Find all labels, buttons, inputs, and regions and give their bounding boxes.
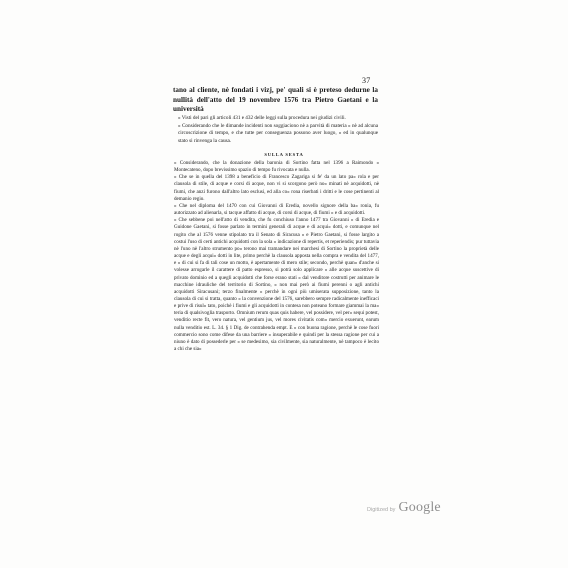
page-number: 37	[362, 76, 371, 85]
recital-paragraph: » Visti del pari gli articoli 431 e 432 delle leggi sulla procedura nei giudizi civili.	[178, 115, 346, 121]
body-paragraph: » Considerando, che la donazione della baronia di Sortino fatta nel 1396 a Raimondo » Montecateno, dopo brevissimo spazio di tempo fu rivocata e nulla.	[174, 160, 379, 174]
recitals-block	[178, 115, 378, 145]
body-paragraph: » Che sebbene poi nell'atto di vendita, che fu conchiuso l'anno 1477 tra Giovanni » di Eredia e Guidone Gaetani, si fosse parlato in termini generali di acque e di acqui» dotti, e comunque nel rogito che al 1576 venne stipolato tra il Senato di Siracusa » e Pietro Gaetani, si fosse largito a costui l'uso di certi antichi acquidotti con la sola » indicazione di repertis, et reperiendis; pur tuttavia nè l'uno nè l'altro strumento po» terono mai tramandare nei marchesi di Sortino la proprietà delle acque e degli acqui» dotti in lite, primo perchè la clausola apposta nella compra e vendita del 1477, e » di cui si fa di tali cose un motto, è apertamente di mero stile; secondo, perchè quan» d'anche si volesse arrogarle il carattere di patto espresso, si potrà solo applicare » alle acque suscettive di privato dominio ed a quegli acquidotti che forse erano stati » dal venditore costrutti per animare le macchine idrauliche del territorio di Sortino, » non mai però ai fiumi perenni o agli antichi acquidotti Siracusani; terzo finalmente » perchè in ogni più umiserata supposizione, tanto la clausola di cui si tratta, quanto » la convenzione del 1576, sarebbero sempre radicalmente inefficaci e prive di risul» tato, poichè i fiumi e gli acquidotti in contesa non poteano formare giammai la ma» teria di qualsivoglia trasporto. Omnium rerum quas quis habere, vel possidere, vel per» sequi potest, venditio recte fit, vero natura, vel gentium jus, vel mores civitatis com» mercio exuerunt, earum nulla venditio est. L. 34. § 1 Dig. de contrahenda empt. E » con buona ragione, perchè le cose fuori commercio sono come difese da una barriere » insuperabile e quindi per la stessa ragione per cui a niuno è dato di possederle per » se medesimo, sia civilmente, sia naturalmente, nè tampoco è lecito a chi che sia»	[174, 217, 379, 353]
watermark-brand: Google	[398, 500, 441, 515]
body-paragraph: » Che se in quella del 1398 a beneficio di Francesco Zagariga si fe' da un lato pa» rola e per clausola di stile, di acque e corsi di acque, non vi si scorgono però no» minati nè acquidotti, nè fiumi, che anzi furono dall'altro lato esclusi, ed alla co» rona riserbati i dritti e le cose pertinenti al demanio regio.	[174, 174, 379, 202]
watermark-prefix: Digitized by	[367, 507, 396, 513]
recital-paragraph: » Considerando che le dimande incidenti non soggiaciono nè a parvità di materia » nè ad alcuna circoscrizione di tempo, e che tutte per conseguenza possono aver luogo, » ed in qualunque stato si rinvenga la causa.	[178, 122, 378, 144]
lead-paragraph	[173, 86, 378, 115]
body-text	[174, 160, 379, 353]
digitized-watermark	[367, 500, 441, 516]
section-heading: SULLA SESTA	[264, 152, 304, 157]
lead-text: tano al cliente, nè fondati i vizj, pe' quali si è preteso dedurne la nullità dell'atto del 19 novembre 1576 tra Pietro Gaetani e la università	[173, 86, 378, 114]
body-paragraph: » Che nel diploma del 1470 con cui Giovanni di Eredia, novello signore della ba» ronia, fu autorizzato ad alienarla, si tacque affatto di acque, di corsi di acque, di fiumi » e di acquidotti.	[174, 202, 379, 217]
